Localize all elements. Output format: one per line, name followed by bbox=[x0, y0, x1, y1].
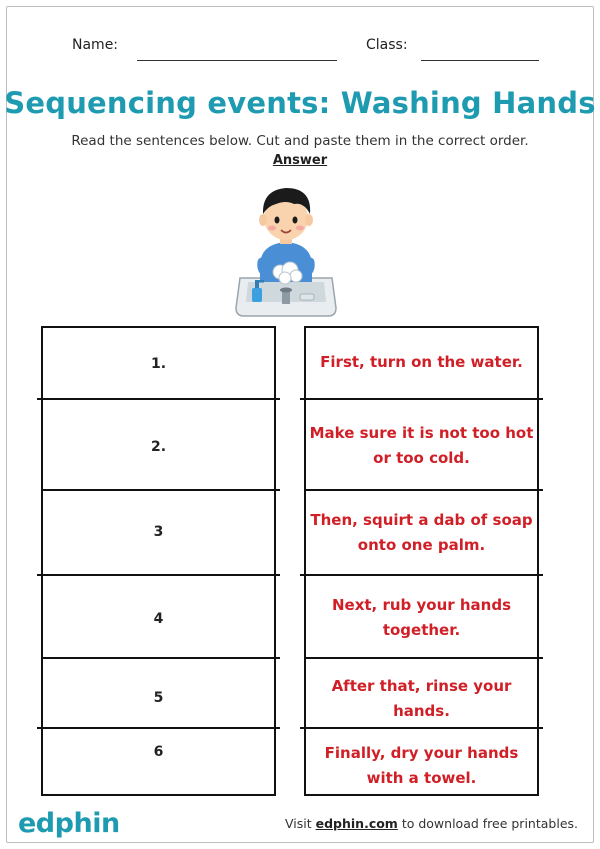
edphin-link[interactable]: edphin.com bbox=[315, 816, 398, 831]
step-number-3: 3 bbox=[153, 524, 164, 540]
step-sentence-3 bbox=[304, 508, 539, 558]
row-divider bbox=[37, 398, 280, 400]
sentence-line: Finally, dry your hands bbox=[324, 744, 519, 762]
step-number-4: 4 bbox=[153, 611, 164, 627]
row-divider bbox=[304, 489, 543, 491]
sentence-line: onto one palm. bbox=[357, 536, 486, 554]
sentences-column bbox=[304, 326, 539, 796]
instructions-text: Read the sentences below. Cut and paste them in the correct order. bbox=[71, 133, 529, 149]
sentence-line: Then, squirt a dab of soap bbox=[310, 511, 533, 529]
row-divider bbox=[300, 727, 543, 729]
row-divider bbox=[300, 398, 543, 400]
step-number-2: 2. bbox=[150, 439, 167, 455]
sentence-line: First, turn on the water. bbox=[320, 353, 523, 371]
step-sentence-5 bbox=[304, 674, 539, 724]
sentence-line: Make sure it is not too hot bbox=[309, 424, 534, 442]
row-divider bbox=[300, 574, 543, 576]
class-label: Class: bbox=[366, 37, 408, 53]
sentence-line: together. bbox=[382, 621, 461, 639]
footer-prefix: Visit bbox=[285, 816, 316, 831]
step-number-6: 6 bbox=[153, 744, 164, 760]
name-label: Name: bbox=[72, 37, 119, 53]
row-divider bbox=[41, 489, 280, 491]
step-number-1: 1. bbox=[150, 356, 167, 372]
answer-label: Answer bbox=[272, 153, 328, 168]
class-field-line[interactable] bbox=[421, 60, 539, 61]
footer-suffix: to download free printables. bbox=[397, 816, 578, 831]
sentence-line: hands. bbox=[393, 702, 450, 720]
row-divider bbox=[304, 657, 543, 659]
numbers-column bbox=[41, 326, 276, 796]
step-number-5: 5 bbox=[153, 690, 164, 706]
edphin-logo[interactable]: edphin bbox=[18, 808, 120, 839]
worksheet-title: Sequencing events: Washing Hands bbox=[4, 86, 596, 120]
step-sentence-1 bbox=[304, 350, 539, 375]
footer-text bbox=[285, 816, 578, 831]
sentence-line: Next, rub your hands bbox=[331, 596, 512, 614]
sentence-line: with a towel. bbox=[366, 769, 477, 787]
row-divider bbox=[37, 574, 280, 576]
step-sentence-4 bbox=[304, 593, 539, 643]
name-field-line[interactable] bbox=[137, 60, 337, 61]
step-sentence-2 bbox=[304, 421, 539, 471]
boy-washing-hands-icon bbox=[230, 170, 342, 322]
sentence-line: or too cold. bbox=[373, 449, 470, 467]
sentence-line: After that, rinse your bbox=[331, 677, 512, 695]
row-divider bbox=[37, 727, 280, 729]
step-sentence-6 bbox=[304, 741, 539, 791]
row-divider bbox=[41, 657, 280, 659]
